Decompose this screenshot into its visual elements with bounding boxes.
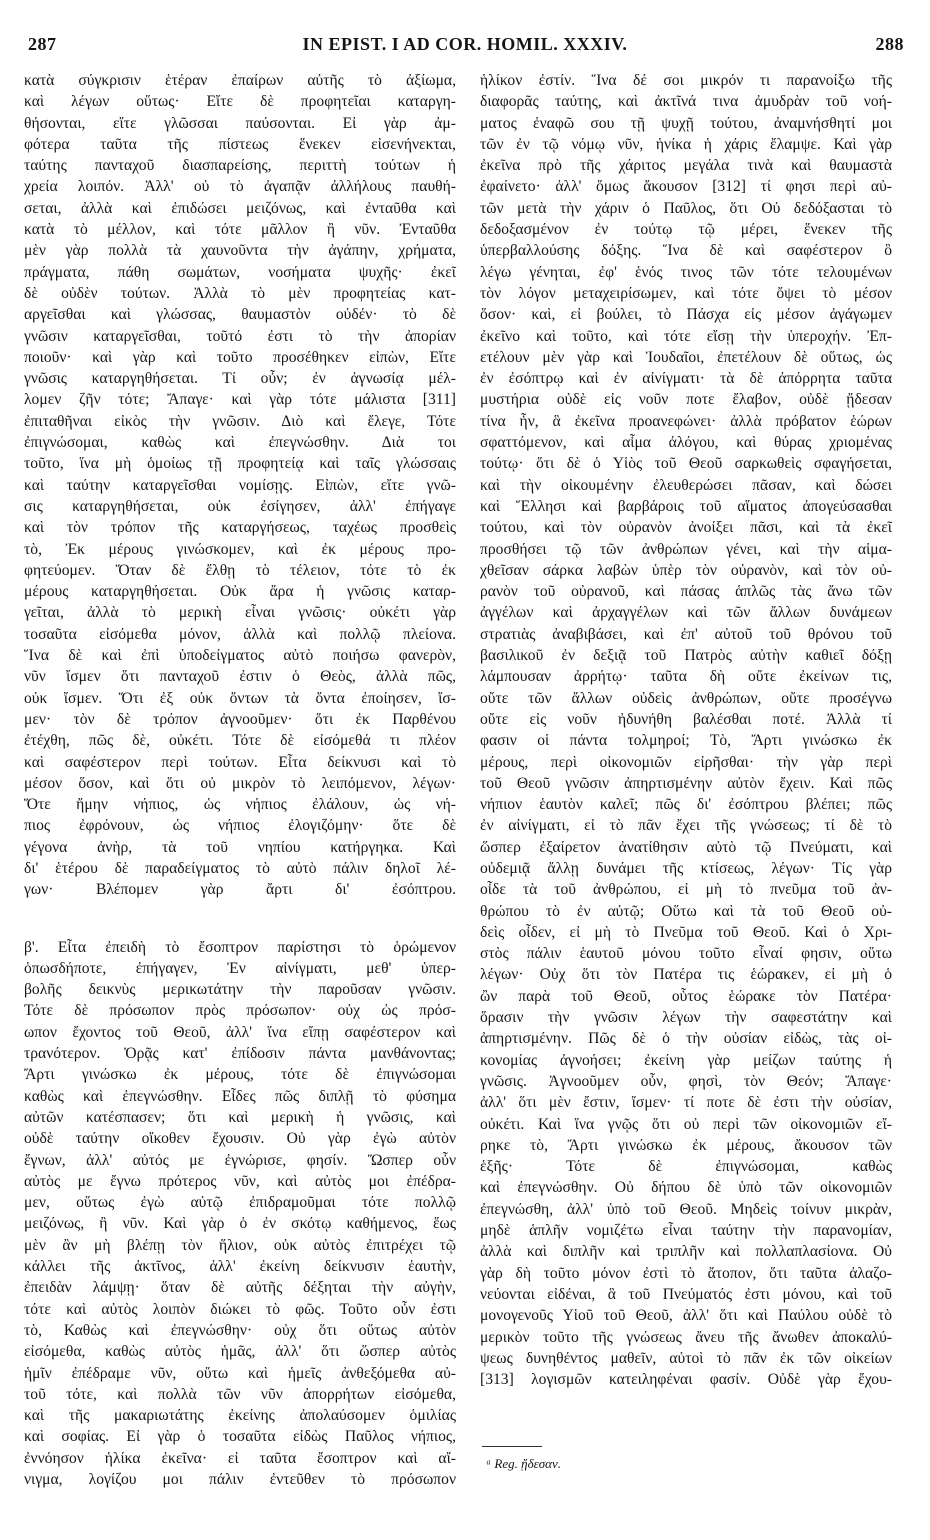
text-line: μονογενοῦς Υἱοῦ τοῦ Θεοῦ, ἀλλ' ὅτι καὶ Παύλου οὐδὲ τὸ	[480, 1307, 892, 1325]
text-line: βολῆς δεικνὺς μερικωτάτην τὴν παροῦσαν γνῶσιν.	[24, 981, 456, 999]
text-line: ταύτης πανταχοῦ διασπαρείσης, περιττὴ τούτων ἡ	[24, 157, 456, 175]
text-line: ποιοῦν· καὶ γὰρ καὶ τοῦτο προσέθηκεν εἰπὼν, Εἴτε	[24, 348, 456, 366]
page-number-left: 287	[28, 34, 57, 54]
text-line: γνῶσις καταργηθήσεται. Τί οὖν; ἐν ἀγνωσίᾳ μέλ-	[24, 370, 456, 388]
text-line: λάμπουσαν ἀρρήτῳ· ταῦτα δὴ οὔτε ἐκείνων τις,	[480, 668, 892, 686]
text-column-left	[24, 70, 456, 1490]
text-line: Ἵνα δὲ καὶ ἐπὶ ὑποδείγματος αὐτὸ ποιήσω φανερὸν,	[24, 647, 456, 665]
text-line: λέγω γένηται, ἐφ' ἑνός τινος τῶν τότε τελουμένων	[480, 263, 892, 281]
text-line: νεύονται εἰδέναι, ἃ τοῦ Πνεύματός ἐστι μόνου, καὶ τοῦ	[480, 1285, 892, 1303]
text-line: τοῦ τότε, καὶ πολλὰ τῶν νῦν ἀπορρήτων εἰσόμεθα,	[24, 1385, 456, 1403]
text-line: νιγμα, λογίζου μοι πάλιν ἐντεῦθεν τὸ πρόσωπον	[24, 1471, 456, 1488]
text-line: μειζόνως, ἢ νῦν. Καὶ γὰρ ὁ ἐν σκότῳ καθήμενος, ἕως	[24, 1215, 456, 1233]
text-line: γνῶσιν καταργεῖσθαι, τοῦτό ἐστι τὸ τὴν ἀπορίαν	[24, 327, 456, 345]
text-line: ὥσπερ ἐξαίρετον ἀνατίθησιν αὐτὸ τῷ Πνεύματι, καὶ	[480, 838, 892, 856]
text-line: πράγματα, πάθη σωμάτων, νοσήματα ψυχῆς· ἐκεῖ	[24, 263, 456, 281]
text-line: χθεῖσαν σάρκα λαβὼν ὑπὲρ τὸν οὐρανὸν, καὶ τὸν οὐ-	[480, 561, 892, 579]
text-line: ἡμῖν ἐπέδραμε νῦν, οὕτω καὶ ἡμεῖς ἀνθεξόμεθα αὐ-	[24, 1364, 456, 1382]
text-line: ὁπωσδήποτε, ἐπήγαγεν, Ἐν αἰνίγματι, μεθ' ὑπερ-	[24, 959, 456, 977]
text-line: κατὰ τὸ μέλλον, καὶ τότε μᾶλλον ἢ νῦν. Ἐνταῦθα	[24, 221, 456, 239]
text-line: καὶ λέγων οὕτως· Εἴτε δὲ προφητεῖαι καταργη-	[24, 93, 456, 111]
text-line: φασιν οἱ πάντα τολμηροί; Τὸ, Ἄρτι γινώσκω ἐκ	[480, 732, 892, 750]
text-line: ἐτέχθη, πῶς δὲ, οὐκέτι. Τότε δὲ εἰσόμεθά τι πλέον	[24, 732, 456, 750]
text-line: δεὶς οἶδεν, εἰ μὴ τὸ Πνεῦμα τοῦ Θεοῦ. Καὶ ὁ Χρι-	[480, 923, 892, 941]
text-line: θήσονται, εἴτε γλῶσσαι παύσονται. Εἰ γὰρ ἀμ-	[24, 114, 456, 132]
text-line: φητεύομεν. Ὅταν δὲ ἔλθῃ τὸ τέλειον, τότε τὸ ἐκ	[24, 561, 456, 579]
text-line: Ἄρτι γινώσκω ἐκ μέρους, τότε δὲ ἐπιγνώσομαι	[24, 1066, 456, 1084]
text-line: γέγονα ἀνὴρ, τὰ τοῦ νηπίου κατήργηκα. Καὶ	[24, 838, 456, 856]
running-title: IN EPIST. I AD COR. HOMIL. XXXIV.	[302, 34, 628, 54]
text-line: φότερα ταῦτα τῆς πίστεως ἕνεκεν εἰσενήνεκται,	[24, 135, 456, 153]
text-line: καθὼς καὶ ἐπεγνώσθην. Εἶδες πῶς διπλῇ τὸ φύσημα	[24, 1087, 456, 1105]
text-line: γεῖται, ἀλλὰ τὸ μερικὴ εἶναι γνῶσις· οὐκέτι γὰρ	[24, 604, 456, 622]
text-line: β'. Εἶτα ἐπειδὴ τὸ ἔσοπτρον παρίστησι τὸ ὁρώμενον	[24, 938, 456, 956]
text-line: δὲ οὐδὲν τούτων. Ἀλλὰ τὸ μὲν προφητείας κατ-	[24, 284, 456, 302]
text-line: καὶ σαφέστερον περὶ τούτων. Εἶτα δείκνυσι καὶ τὸ	[24, 753, 456, 771]
text-line: διαφορᾶς ταύτης, καὶ ἀκτῖνά τινα ἀμυδρὰν τοῦ νοή-	[480, 93, 892, 111]
text-line: προσθήσει τῷ τῶν ἀνθρώπων γένει, καὶ τὴν αἱμα-	[480, 540, 892, 558]
text-line: ἐπεγνώσθη, ἀλλ' ὑπὸ τοῦ Θεοῦ. Μηδεὶς τοίνυν μικρὰν,	[480, 1200, 892, 1218]
text-line: καὶ ταύτην καταργεῖσθαι νομίσῃς. Εἰπὼν, εἴτε γνῶ-	[24, 476, 456, 494]
text-line: τούτῳ· ὅτι δὲ ὁ Υἱὸς τοῦ Θεοῦ σαρκωθεὶς σφαγήσεται,	[480, 455, 892, 473]
text-line: μεν· τὸν δὲ τρόπον ἀγνοοῦμεν· ὅτι ἐκ Παρθένου	[24, 710, 456, 728]
footnote: ᵃ Reg. ᾔδεσαν.	[486, 1456, 562, 1471]
text-line: καὶ τὴν οἰκουμένην ἐλευθερώσει πᾶσαν, καὶ δώσει	[480, 476, 892, 494]
text-line: μερικὸν τοῦτο τῆς γνώσεως ἄνευ τῆς ἄνωθεν ἀποκαλύ-	[480, 1328, 892, 1346]
text-line: ἀλλὰ καὶ διπλῆν καὶ τριπλῆν καὶ πολλαπλασίονα. Οὐ	[480, 1243, 892, 1261]
text-line: ὑπερβαλλούσης δόξης. Ἵνα δὲ καὶ σαφέστερον ὃ	[480, 242, 892, 260]
text-line: τῶν μετὰ τὴν χάριν ὁ Παῦλος, ὅτι Οὐ δεδόξασται τὸ	[480, 199, 892, 217]
text-line: ὢν παρὰ τοῦ Θεοῦ, οὗτος ἑώρακε τὸν Πατέρα·	[480, 987, 892, 1005]
text-line: σεται, ἀλλὰ καὶ ἐπιδώσει μειζόνως, καὶ ἐνταῦθα καὶ	[24, 199, 456, 217]
text-line: γων· Βλέπομεν γὰρ ἄρτι δι' ἐσόπτρου.	[24, 881, 456, 899]
text-line: οὔτε τῶν ἄλλων οὐδεὶς ἀνθρώπων, οὔτε προσέγνω	[480, 689, 892, 707]
text-line: καὶ τῆς μακαριωτάτης ἐκείνης ἀπολαύσομεν ὁμιλίας	[24, 1407, 456, 1425]
text-line: ἀγγέλων καὶ ἀρχαγγέλων καὶ τῶν ἄλλων δυνάμεων	[480, 604, 892, 622]
footnote-rule	[482, 1446, 542, 1447]
text-line: ὅσον· καὶ, εἰ βούλει, τὸ Πάσχα εἰς μέσον ἀγάγωμεν	[480, 306, 892, 324]
text-line: καὶ Ἕλλησι καὶ βαρβάροις τοῦ αἵματος ἀπογεύσασθαι	[480, 497, 892, 515]
text-line: τούτου, καὶ τὸν οὐρανὸν ἀνοίξει πᾶσι, καὶ τὰ ἐκεῖ	[480, 519, 892, 537]
text-line: γὰρ δὴ τοῦτο μόνον ἐστὶ τὸ ἄτοπον, ὅτι ταῦτα ἀλαζο-	[480, 1264, 892, 1282]
text-line: ψεως δυνηθέντος μαθεῖν, αὐτοὶ τὸ πᾶν ἐκ τῶν οἰκείων	[480, 1349, 892, 1367]
text-line: οἶδε τὰ τοῦ ἀνθρώπου, εἰ μὴ τὸ πνεῦμα τοῦ ἀν-	[480, 881, 892, 899]
text-line: εἰσόμεθα, καθὼς αὐτὸς ἡμᾶς, ἀλλ' ὅτι ὥσπερ αὐτὸς	[24, 1343, 456, 1361]
paragraph-gap	[24, 901, 456, 937]
text-line: τὸν λόγον μεταχειρίσωμεν, καὶ τότε ὄψει τὸ μέσον	[480, 284, 892, 302]
text-line: ἀπηρτισμένην. Πῶς δὲ ὁ τὴν οὐσίαν εἰδὼς, τὰς οἰ-	[480, 1030, 892, 1048]
text-line: κατὰ σύγκρισιν ἑτέραν ἐπαίρων αὐτῆς τὸ ἀξίωμα,	[24, 72, 456, 89]
text-line: ἑξῆς· Τότε δὲ ἐπιγνώσομαι, καθὼς	[480, 1158, 892, 1176]
text-line: ρηκε τὸ, Ἄρτι γινώσκω ἐκ μέρους, ἄκουσον τῶν	[480, 1136, 892, 1154]
text-line: οὐδὲ ταύτην οἴκοθεν ἔχουσιν. Οὐ γὰρ ἐγὼ αὐτὸν	[24, 1130, 456, 1148]
text-line: δι' ἑτέρου δὲ παραδείγματος τὸ αὐτὸ πάλιν δηλοῖ λέ-	[24, 859, 456, 877]
text-line: καὶ σοφίας. Εἰ γὰρ ὁ τοσαῦτα εἰδὼς Παῦλος νήπιος,	[24, 1428, 456, 1446]
text-line: Ὅτε ἤμην νήπιος, ὡς νήπιος ἐλάλουν, ὡς νή-	[24, 796, 456, 814]
text-line: νήπιον ἑαυτὸν καλεῖ; πῶς δι' ἐσόπτρου βλέπει; πῶς	[480, 796, 892, 814]
text-line: οὔτε εἰς νοῦν ἠδυνήθη βαλέσθαι ποτέ. Ἀλλὰ τί	[480, 710, 892, 728]
text-line: νῦν ἴσμεν ὅτι πανταχοῦ ἐστιν ὁ Θεὸς, ἀλλὰ πῶς,	[24, 668, 456, 686]
text-line: οὐκ ἴσμεν. Ὅτι ἐξ οὐκ ὄντων τὰ ὄντα ἐποίησεν, ἴσ-	[24, 689, 456, 707]
text-line: μυστήρια οὐδὲ εἰς νοῦν ποτε ἔλαβον, οὐδὲ ᾔδεσαν	[480, 391, 892, 409]
text-line: λέγων· Οὐχ ὅτι τὸν Πατέρα τις ἑώρακεν, εἰ μὴ ὁ	[480, 966, 892, 984]
text-line: κάλλει τῆς ἀκτῖνος, ἀλλ' ἐκείνη δείκνυσιν ἑαυτὴν,	[24, 1258, 456, 1276]
text-line: στρατιὰς ἀναβιβάσει, καὶ ἐπ' αὐτοῦ τοῦ θρόνου τοῦ	[480, 625, 892, 643]
text-line: ἐν ἐσόπτρῳ καὶ ἐν αἰνίγματι· τὰ δὲ ἀπόρρητα ταῦτα	[480, 370, 892, 388]
text-line: αργεῖσθαι καὶ γλώσσας, θαυμαστὸν οὐδέν· τὸ δὲ	[24, 306, 456, 324]
text-line: τίνα ἦν, ἃ ἐκεῖνα προανεφώνει· ἀλλὰ πρόβατον ἑώρων	[480, 412, 892, 430]
text-line: μηδὲ ἁπλῆν νομιζέτω εἶναι ταύτην τὴν παρανομίαν,	[480, 1222, 892, 1240]
text-line: μὲν γὰρ πολλὰ τὰ χαυνοῦντα τὴν ἀγάπην, χρήματα,	[24, 242, 456, 260]
text-line: ἀλλ' ὅτι μὲν ἔστιν, ἴσμεν· τί ποτε δὲ ἐστι τὴν οὐσίαν,	[480, 1094, 892, 1112]
text-line: ἐπιταθῆναι εἰκὸς τὴν γνῶσιν. Διὸ καὶ ἔλεγε, Τότε	[24, 412, 456, 430]
text-line: στὸς πάλιν ἑαυτοῦ μόνου τοῦτο εἶναί φησιν, οὕτω	[480, 945, 892, 963]
text-line: ρανὸν τοῦ οὐρανοῦ, καὶ πάσας ἁπλῶς τὰς ἄνω τῶν	[480, 583, 892, 601]
text-line: τοῦτο, ἵνα μὴ ὁμοίως τῇ προφητείᾳ καὶ ταῖς γλώσσαις	[24, 455, 456, 473]
text-line: σις καταργηθήσεται, οὐκ ἐσίγησεν, ἀλλ' ἐπήγαγε	[24, 497, 456, 515]
text-line: χρεία λοιπόν. Ἀλλ' οὐ τὸ ἀγαπᾷν ἀλλήλους παυθή-	[24, 178, 456, 196]
text-line: ἐκεῖνα πρὸ τῆς χάριτος μεγάλα τινὰ καὶ θαυμαστὰ	[480, 157, 892, 175]
text-line: ἐπειδὰν λάμψῃ· ὅταν δὲ αὐτῆς δέξηται τὴν αὐγὴν,	[24, 1279, 456, 1297]
text-line: πιος ἐφρόνουν, ὡς νήπιος ἐλογιζόμην· ὅτε δὲ	[24, 817, 456, 835]
text-line: ἐννόησον ἡλίκα ἐκεῖνα· εἰ ταῦτα ἔσοπτρον καὶ αἴ-	[24, 1449, 456, 1467]
text-line: ετέλουν μὲν γὰρ καὶ Ἰουδαῖοι, ἐπετέλουν δὲ οὕτως, ὡς	[480, 348, 892, 366]
text-line: τὸ, Ἐκ μέρους γινώσκομεν, καὶ ἐκ μέρους προ-	[24, 540, 456, 558]
text-line: οὐκέτι. Καὶ ἵνα γνῷς ὅτι οὐ περὶ τῶν οἰκονομιῶν εἴ-	[480, 1115, 892, 1133]
text-line: ἡλίκον ἐστίν. Ἵνα δέ σοι μικρόν τι παρανοίξω τῆς	[480, 72, 892, 89]
text-line: τὸ, Καθὼς καὶ ἐπεγνώσθην· οὐχ ὅτι οὕτως αὐτὸν	[24, 1321, 456, 1339]
text-line: γνῶσις. Ἀγνοοῦμεν οὖν, φησὶ, τὸν Θεόν; Ἄπαγε·	[480, 1072, 892, 1090]
text-line: καὶ ἐπεγνώσθην. Οὐ δήπου δὲ ὑπὸ τῶν οἰκονομιῶν	[480, 1179, 892, 1197]
text-line: μέσον ὅσον, καὶ ὅτι οὐ μικρὸν τὸ λειπόμενον, λέγων·	[24, 774, 456, 792]
text-line: ἐφαίνετο· ἀλλ' ὅμως ἄκουσον [312] τί φησι περὶ αὐ-	[480, 178, 892, 196]
text-line: κονομίας ἀγνοήσει; ἐκείνη γὰρ μείζων ταύτης ἡ	[480, 1051, 892, 1069]
page-number-right: 288	[875, 34, 904, 54]
text-line: ἔγνων, ἀλλ' αὐτός με ἐγνώρισε, φησίν. Ὥσπερ οὖν	[24, 1151, 456, 1169]
text-line: οὐδεμιᾷ ἄλλῃ δυνάμει τῆς κτίσεως, λέγων· Τίς γὰρ	[480, 859, 892, 877]
text-line: μέρους, περὶ οἰκονομιῶν εἰρῆσθαι· τὴν γὰρ περὶ	[480, 753, 892, 771]
text-line: μεν, οὕτως ἐγὼ αὐτῷ ἐπιδραμοῦμαι τότε πολλῷ	[24, 1194, 456, 1212]
text-line: βασιλικοῦ ἐν δεξιᾷ τοῦ Πατρὸς αὐτὴν καθιεῖ δόξῃ	[480, 647, 892, 665]
text-line: μέρους καταργηθήσεται. Οὐκ ἄρα ἡ γνῶσις καταρ-	[24, 583, 456, 601]
text-line: μὲν ἂν μὴ βλέπῃ τὸν ἥλιον, οὐκ αὐτὸς ἐπιτρέχει τῷ	[24, 1236, 456, 1254]
text-line: τότε καὶ αὐτὸς λοιπὸν διώκει τὸ φῶς. Τοῦτο οὖν ἐστι	[24, 1300, 456, 1318]
text-line: αὐτὸς με ἔγνω πρότερος νῦν, καὶ αὐτὸς μοι ἐπέδρα-	[24, 1172, 456, 1190]
text-line: θρώπου τὸ ἐν αὐτῷ; Οὕτω καὶ τὰ τοῦ Θεοῦ οὐ-	[480, 902, 892, 920]
text-column-right	[480, 70, 892, 1389]
text-line: τοσαῦτα εἰσόμεθα μόνον, ἀλλὰ καὶ πολλῷ πλείονα.	[24, 625, 456, 643]
text-line: ωπον ἔχοντος τοῦ Θεοῦ, ἀλλ' ἵνα εἴπῃ σαφέστερον καὶ	[24, 1023, 456, 1041]
text-line: λομεν ζῆν τότε; Ἄπαγε· καὶ γὰρ τότε μάλιστα [311]	[24, 391, 456, 409]
text-line: τῶν ἐν τῷ νόμῳ νῦν, ἡνίκα ἡ χάρις ἔλαμψε. Καὶ γὰρ	[480, 135, 892, 153]
text-line: [313] λογισμῶν κατειληφέναι φασίν. Οὐδὲ γὰρ ἔχου-	[480, 1371, 892, 1389]
text-line: σφαττόμενον, καὶ αἷμα ἀλόγου, καὶ θύρας χριομένας	[480, 434, 892, 452]
running-header	[20, 34, 910, 58]
text-line: ματος ἐναφῶ σου τῇ ψυχῇ τούτου, ἀναμνήσθητί μοι	[480, 114, 892, 132]
text-line: τρανότερον. Ὁρᾷς κατ' ἐπίδοσιν πάντα μανθάνοντας;	[24, 1045, 456, 1063]
text-line: Τότε δὲ πρόσωπον πρὸς πρόσωπον· οὐχ ὡς πρόσ-	[24, 1002, 456, 1020]
text-line: δεδοξασμένον ἐν τούτῳ τῷ μέρει, ἕνεκεν τῆς	[480, 221, 892, 239]
text-line: τοῦ Θεοῦ γνῶσιν ἀπηρτισμένην αὐτὸν ἔχειν. Καὶ πῶς	[480, 774, 892, 792]
text-line: ἐκεῖνο καὶ τοῦτο, καὶ τότε εἴσῃ τὴν ὑπεροχήν. Ἐπ-	[480, 327, 892, 345]
text-line: ἐν αἰνίγματι, εἰ τὸ πᾶν ἔχει τῆς γνώσεως; τί δὲ τὸ	[480, 817, 892, 835]
text-line: ἐπιγνώσομαι, καθὼς καὶ ἐπεγνώσθην. Διὰ τοι	[24, 434, 456, 452]
text-line: καὶ τὸν τρόπον τῆς καταργήσεως, ταχέως προσθεὶς	[24, 519, 456, 537]
text-line: αὐτῶν κατέσπασεν; ὅτι καὶ μερικὴ ἡ γνῶσις, καὶ	[24, 1108, 456, 1126]
text-line: ὅρασιν τὴν γνῶσιν λέγων τὴν σαφεστάτην καὶ	[480, 1009, 892, 1027]
